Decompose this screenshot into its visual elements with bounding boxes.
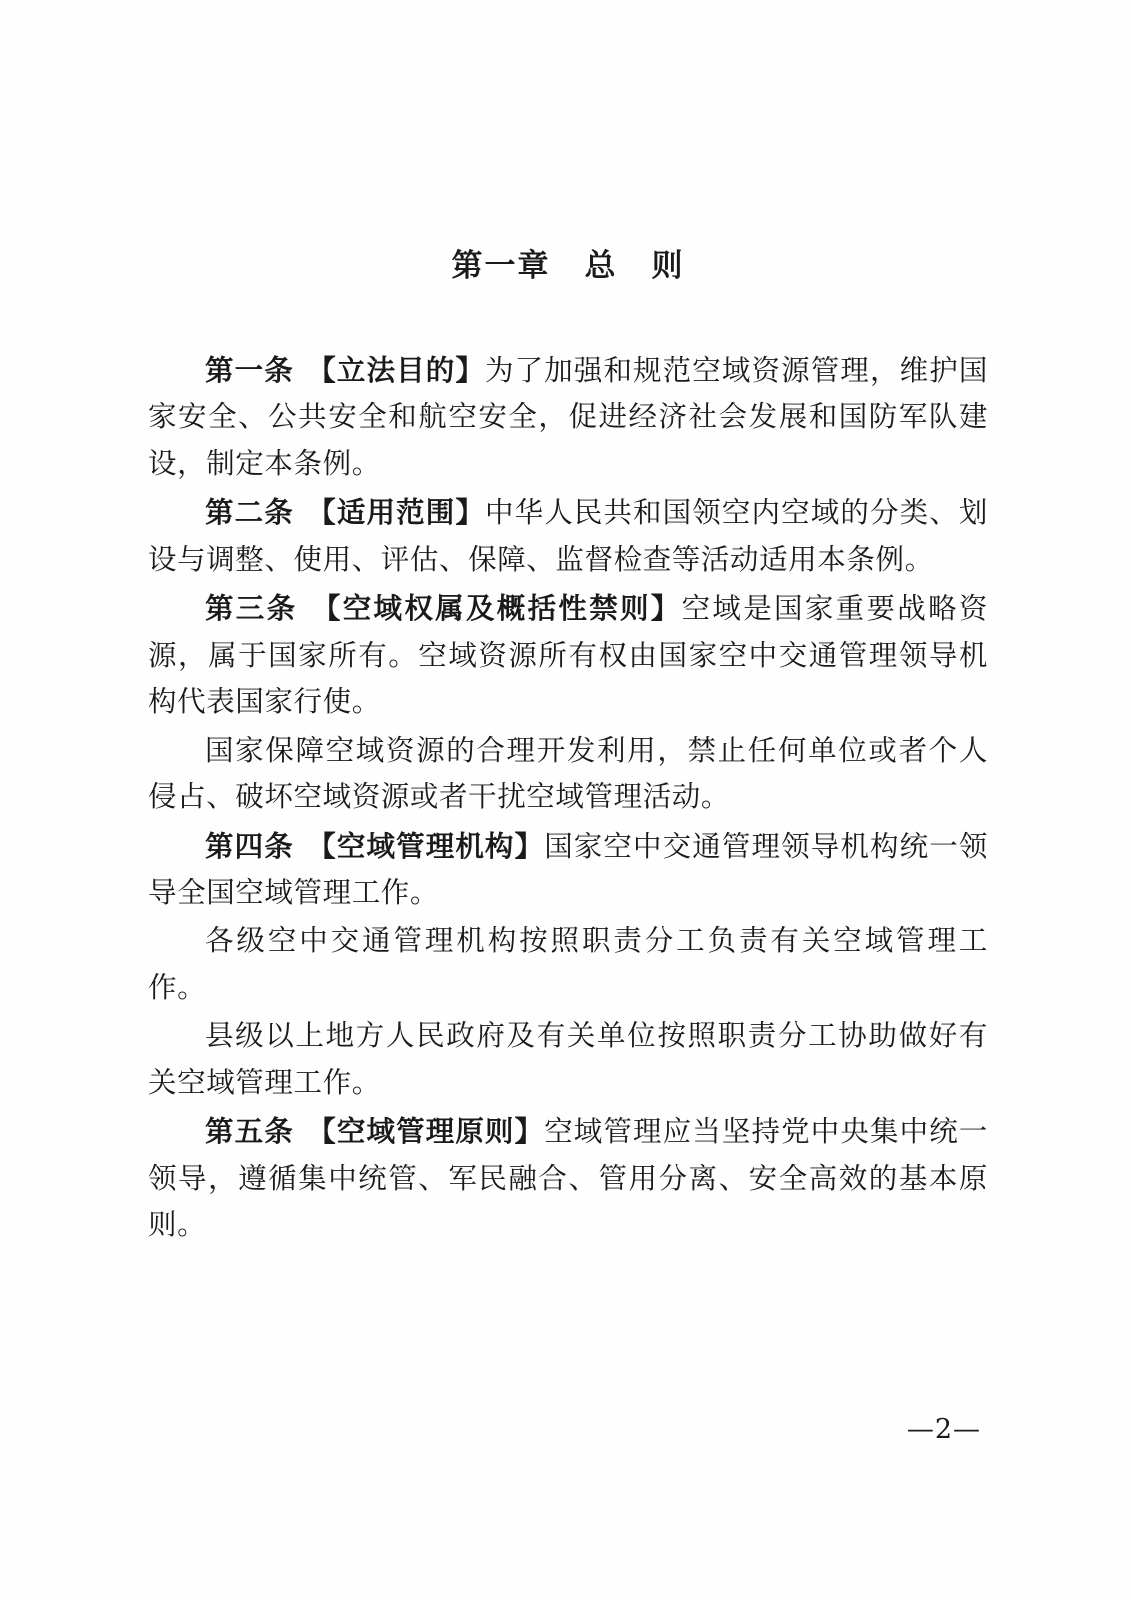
chapter-number: 第一章 bbox=[451, 248, 551, 284]
article-paragraph bbox=[148, 823, 988, 917]
article-paragraph bbox=[148, 585, 988, 725]
article-text: 中华人民共和国领空内空域的分类、划设与调整、使用、评估、保障、监督检查等活动适用本条例。 bbox=[148, 496, 989, 576]
article-number: 第二条 bbox=[205, 495, 294, 530]
article-text: 为了加强和规范空域资源管理，维护国家安全、公共安全和航空安全，促进经济社会发展和国防军队建设，制定本条例。 bbox=[148, 354, 989, 480]
article-paragraph bbox=[148, 1108, 988, 1248]
page-number: —2— bbox=[906, 1414, 981, 1445]
article-number: 第三条 bbox=[205, 591, 298, 626]
article-tag: 【空域权属及概括性禁则】 bbox=[310, 591, 682, 626]
article-tag: 【空域管理原则】 bbox=[306, 1114, 545, 1149]
article-text: 空域管理应当坚持党中央集中统一领导，遵循集中统管、军民融合、管用分离、安全高效的基本原则。 bbox=[148, 1115, 988, 1242]
article-text: 国家保障空域资源的合理开发利用，禁止任何单位或者个人侵占、破坏空域资源或者干扰空域管理活动。 bbox=[148, 733, 988, 814]
article-number: 第一条 bbox=[205, 353, 294, 387]
article-text: 国家空中交通管理领导机构统一领导全国空域管理工作。 bbox=[148, 829, 988, 909]
article-subparagraph bbox=[148, 1013, 988, 1106]
article-tag: 【适用范围】 bbox=[306, 495, 485, 530]
article-paragraph bbox=[148, 489, 988, 583]
article-subparagraph bbox=[148, 728, 988, 821]
article-text: 空域是国家重要战略资源，属于国家所有。空域资源所有权由国家空中交通管理领导机构代表国家行使。 bbox=[148, 592, 988, 719]
article-text: 县级以上地方人民政府及有关单位按照职责分工协助做好有关空域管理工作。 bbox=[148, 1019, 988, 1099]
chapter-title-char-2: 则 bbox=[651, 248, 685, 284]
chapter-title-char-1: 总 bbox=[584, 248, 618, 284]
article-tag: 【立法目的】 bbox=[306, 353, 485, 387]
article-number: 第五条 bbox=[205, 1114, 294, 1149]
article-tag: 【空域管理机构】 bbox=[306, 828, 545, 863]
article-paragraph bbox=[148, 347, 988, 487]
article-text: 各级空中交通管理机构按照职责分工负责有关空域管理工作。 bbox=[148, 924, 988, 1004]
page-content bbox=[148, 240, 988, 1251]
article-subparagraph bbox=[148, 918, 988, 1011]
article-number: 第四条 bbox=[205, 828, 294, 863]
chapter-heading bbox=[148, 240, 988, 285]
